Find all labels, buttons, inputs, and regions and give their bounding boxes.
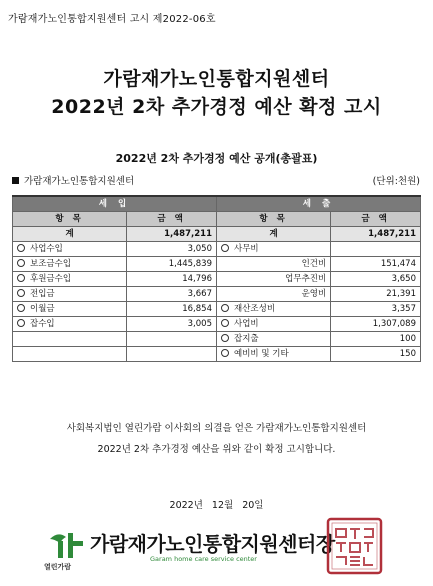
income-item: 전입금 xyxy=(13,287,127,302)
column-header-row xyxy=(13,212,421,227)
expense-item: 사무비 xyxy=(216,242,330,257)
income-empty xyxy=(13,347,127,362)
expense-total-amount: 1,487,211 xyxy=(331,227,421,242)
expense-amount: 151,474 xyxy=(331,257,421,272)
income-empty xyxy=(13,332,127,347)
income-amount: 14,796 xyxy=(127,272,217,287)
income-amount: 1,445,839 xyxy=(127,257,217,272)
circle-bullet-icon xyxy=(17,259,25,267)
income-total-label: 계 xyxy=(13,227,127,242)
unit-label: (단위:천원) xyxy=(372,176,420,187)
center-director-name: 가람재가노인통합지원센터장 xyxy=(90,532,335,556)
table-row xyxy=(13,272,421,287)
expense-item: 잡지출 xyxy=(216,332,330,347)
income-item: 이월금 xyxy=(13,302,127,317)
circle-bullet-icon xyxy=(221,304,229,312)
income-empty xyxy=(127,332,217,347)
title-line-1: 가람재가노인통합지원센터 xyxy=(103,68,330,90)
organization-logo-icon xyxy=(48,529,88,559)
expense-amount: 150 xyxy=(331,347,421,362)
circle-bullet-icon xyxy=(221,319,229,327)
expense-item: 재산조성비 xyxy=(216,302,330,317)
notice-paragraph-1: 사회복지법인 열린가람 이사회의 의결을 얻은 가람재가노인통합지원센터 xyxy=(66,423,367,434)
section-header-row xyxy=(13,196,421,212)
expense-amount: 1,307,089 xyxy=(331,317,421,332)
income-item: 보조금수입 xyxy=(13,257,127,272)
income-amount: 3,050 xyxy=(127,242,217,257)
expense-sub-item: 업무추진비 xyxy=(216,272,330,287)
table-subtitle: 2022년 2차 추가경정 예산 공개(총괄표) xyxy=(115,152,318,165)
org-label: 가람재가노인통합지원센터 xyxy=(24,176,135,187)
income-item: 잡수입 xyxy=(13,317,127,332)
org-row xyxy=(12,173,420,187)
income-col-amount: 금 액 xyxy=(127,212,217,227)
income-item: 후원금수입 xyxy=(13,272,127,287)
table-row xyxy=(13,302,421,317)
circle-bullet-icon xyxy=(17,244,25,252)
expense-amount xyxy=(331,242,421,257)
notice-date: 2022년 12월 20일 xyxy=(169,500,264,511)
income-empty xyxy=(127,347,217,362)
title-line-2: 2022년 2차 추가경정 예산 확정 고시 xyxy=(51,96,382,118)
income-col-item: 항 목 xyxy=(13,212,127,227)
table-row xyxy=(13,257,421,272)
expense-header: 세 출 xyxy=(216,196,420,212)
income-item: 사업수입 xyxy=(13,242,127,257)
expense-amount: 3,357 xyxy=(331,302,421,317)
notice-number: 가람재가노인통합지원센터 고시 제2022-06호 xyxy=(8,14,216,25)
table-row xyxy=(13,332,421,347)
circle-bullet-icon xyxy=(17,289,25,297)
circle-bullet-icon xyxy=(17,274,25,282)
expense-amount: 21,391 xyxy=(331,287,421,302)
income-amount: 3,667 xyxy=(127,287,217,302)
official-seal-icon xyxy=(326,517,383,575)
expense-sub-item: 운영비 xyxy=(216,287,330,302)
expense-col-amount: 금 액 xyxy=(331,212,421,227)
table-row xyxy=(13,317,421,332)
total-row xyxy=(13,227,421,242)
circle-bullet-icon xyxy=(221,244,229,252)
square-bullet-icon xyxy=(12,177,19,184)
expense-amount: 3,650 xyxy=(331,272,421,287)
circle-bullet-icon xyxy=(221,334,229,342)
income-total-amount: 1,487,211 xyxy=(127,227,217,242)
logo-caption: 열린가람 xyxy=(44,563,72,571)
notice-paragraph-2: 2022년 2차 추가경정 예산을 위와 같이 확정 고시합니다. xyxy=(97,444,336,455)
center-english-name: Garam home care service center xyxy=(150,555,257,563)
table-row xyxy=(13,242,421,257)
circle-bullet-icon xyxy=(221,349,229,357)
expense-amount: 100 xyxy=(331,332,421,347)
expense-col-item: 항 목 xyxy=(216,212,330,227)
budget-summary-table xyxy=(12,195,421,362)
expense-item: 예비비 및 기타 xyxy=(216,347,330,362)
expense-item: 사업비 xyxy=(216,317,330,332)
circle-bullet-icon xyxy=(17,319,25,327)
expense-total-label: 계 xyxy=(216,227,330,242)
table-row xyxy=(13,347,421,362)
circle-bullet-icon xyxy=(17,304,25,312)
income-header: 세 입 xyxy=(13,196,217,212)
expense-sub-item: 인건비 xyxy=(216,257,330,272)
table-row xyxy=(13,287,421,302)
income-amount: 16,854 xyxy=(127,302,217,317)
income-amount: 3,005 xyxy=(127,317,217,332)
